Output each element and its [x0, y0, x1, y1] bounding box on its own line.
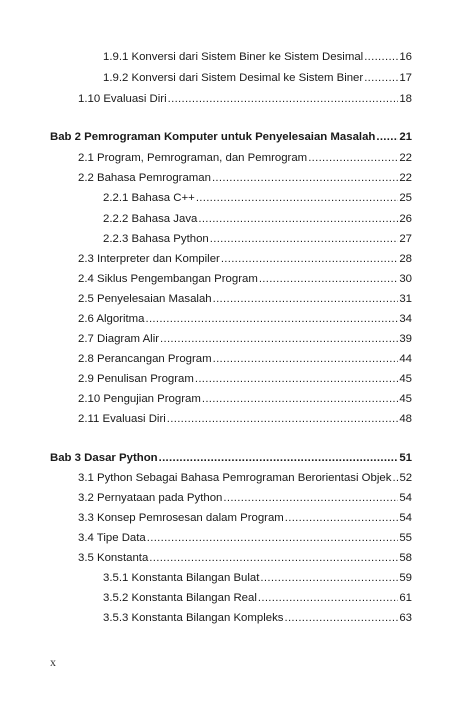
toc-entry[interactable] [78, 545, 412, 565]
toc-entry-label: 3.3 Konsep Pemrosesan dalam Program [78, 512, 284, 524]
toc-entry-page: 27 [399, 233, 412, 245]
toc-entry-label: 2.8 Perancangan Program [78, 353, 212, 365]
toc-entry-page: 22 [399, 152, 412, 164]
toc-entry-page: 17 [399, 72, 412, 84]
dot-leader [213, 352, 399, 366]
toc-entry-label: 2.5 Penyelesaian Masalah [78, 293, 212, 305]
toc-entry-label: 1.10 Evaluasi Diri [78, 93, 167, 105]
toc-entry[interactable] [78, 465, 412, 485]
toc-entry-page: 39 [399, 333, 412, 345]
toc-entry[interactable] [78, 266, 412, 286]
dot-leader [308, 151, 398, 165]
dot-leader [198, 212, 398, 226]
toc-entry-page: 30 [399, 273, 412, 285]
toc-entry-page: 25 [399, 192, 412, 204]
toc-entry[interactable] [78, 386, 412, 406]
toc-entry-label: 2.1 Program, Pemrograman, dan Pemrogram [78, 152, 308, 164]
toc-entry-page: 59 [399, 572, 412, 584]
dot-leader [260, 571, 398, 585]
dot-leader [258, 591, 398, 605]
toc-entry[interactable] [103, 565, 412, 585]
dot-leader [221, 252, 399, 266]
toc-entry-label: 2.7 Diagram Alir [78, 333, 160, 345]
toc-entry-label: 3.5 Konstanta [78, 552, 149, 564]
toc-entry-label: 2.6 Algoritma [78, 313, 145, 325]
toc-chapter-entry[interactable] [50, 124, 412, 144]
toc-entry-label: 1.9.2 Konversi dari Sistem Desimal ke Sistem Biner [103, 72, 364, 84]
toc-entry-label: 1.9.1 Konversi dari Sistem Biner ke Sistem Desimal [103, 51, 364, 63]
dot-leader [159, 451, 399, 465]
toc-entry[interactable] [78, 165, 412, 185]
toc-entry[interactable] [103, 226, 412, 246]
dot-leader [259, 272, 399, 286]
toc-entry[interactable] [78, 525, 412, 545]
toc-entry-label: Bab 3 Dasar Python [50, 452, 158, 464]
toc-entry-label: 3.1 Python Sebagai Bahasa Pemrograman Berorientasi Objek [78, 472, 392, 484]
dot-leader [195, 372, 398, 386]
toc-entry-label: Bab 2 Pemrograman Komputer untuk Penyelesaian Masalah [50, 131, 376, 143]
toc-entry-label: 2.11 Evaluasi Diri [78, 413, 166, 425]
toc-entry-page: 34 [399, 313, 412, 325]
toc-entry-page: 54 [399, 492, 412, 504]
dot-leader [212, 171, 398, 185]
dot-leader [160, 332, 398, 346]
toc-entry-page: 52 [399, 472, 413, 484]
toc-entry[interactable] [78, 485, 412, 505]
dot-leader [196, 191, 399, 205]
toc-entry-page: 18 [399, 93, 412, 105]
toc-chapter-entry[interactable] [50, 445, 412, 465]
toc-entry[interactable] [78, 346, 412, 366]
dot-leader [167, 412, 399, 426]
toc-entry[interactable] [78, 505, 412, 525]
toc-entry-page: 48 [399, 413, 412, 425]
toc-entry-label: 3.4 Tipe Data [78, 532, 146, 544]
toc-entry[interactable] [78, 246, 412, 266]
toc-entry[interactable] [103, 605, 412, 625]
toc-entry-page: 16 [399, 51, 412, 63]
toc-entry-label: 2.2.1 Bahasa C++ [103, 192, 195, 204]
dot-leader [392, 471, 398, 485]
dot-leader [149, 551, 398, 565]
dot-leader [285, 511, 399, 525]
toc-entry-label: 3.5.2 Konstanta Bilangan Real [103, 592, 257, 604]
toc-entry-page: 22 [399, 172, 412, 184]
toc-entry-label: 3.5.1 Konstanta Bilangan Bulat [103, 572, 260, 584]
toc-entry[interactable] [103, 185, 412, 205]
toc-entry-page: 44 [399, 353, 412, 365]
toc-entry-page: 31 [399, 293, 412, 305]
toc-entry[interactable] [78, 306, 412, 326]
toc-entry[interactable] [103, 65, 412, 85]
dot-leader [213, 292, 399, 306]
dot-leader [376, 130, 398, 144]
toc-entry-page: 45 [399, 373, 412, 385]
dot-leader [210, 232, 399, 246]
toc-entry-page: 58 [399, 552, 412, 564]
dot-leader [364, 71, 398, 85]
toc-entry[interactable] [103, 206, 412, 226]
toc-entry-page: 54 [399, 512, 412, 524]
toc-entry[interactable] [103, 585, 412, 605]
toc-entry[interactable] [78, 86, 412, 106]
toc-entry-page: 28 [399, 253, 412, 265]
toc-entry-page: 61 [399, 592, 412, 604]
toc-entry-page: 51 [399, 452, 412, 464]
toc-entry-label: 3.2 Pernyataan pada Python [78, 492, 223, 504]
toc-entry-page: 21 [399, 131, 412, 143]
toc-entry[interactable] [78, 366, 412, 386]
toc-entry[interactable] [78, 406, 412, 426]
dot-leader [147, 531, 399, 545]
page-number: x [50, 655, 56, 669]
toc-entry[interactable] [103, 44, 412, 64]
toc-entry-label: 2.2.2 Bahasa Java [103, 213, 198, 225]
toc-entry-label: 2.4 Siklus Pengembangan Program [78, 273, 258, 285]
toc-entry[interactable] [78, 145, 412, 165]
dot-leader [202, 392, 398, 406]
toc-entry-label: 2.10 Pengujian Program [78, 393, 201, 405]
dot-leader [168, 92, 399, 106]
toc-entry[interactable] [78, 326, 412, 346]
toc-entry-label: 2.2.3 Bahasa Python [103, 233, 209, 245]
toc-entry-label: 2.9 Penulisan Program [78, 373, 194, 385]
toc-entry-label: 3.5.3 Konstanta Bilangan Kompleks [103, 612, 284, 624]
toc-entry-page: 55 [399, 532, 412, 544]
toc-entry-label: 2.2 Bahasa Pemrograman [78, 172, 211, 184]
toc-entry-page: 26 [399, 213, 412, 225]
dot-leader [145, 312, 398, 326]
toc-entry-label: 2.3 Interpreter dan Kompiler [78, 253, 220, 265]
dot-leader [364, 50, 398, 64]
toc-entry[interactable] [78, 286, 412, 306]
toc-entry-page: 63 [399, 612, 412, 624]
dot-leader [284, 611, 398, 625]
dot-leader [223, 491, 398, 505]
toc-entry-page: 45 [399, 393, 412, 405]
